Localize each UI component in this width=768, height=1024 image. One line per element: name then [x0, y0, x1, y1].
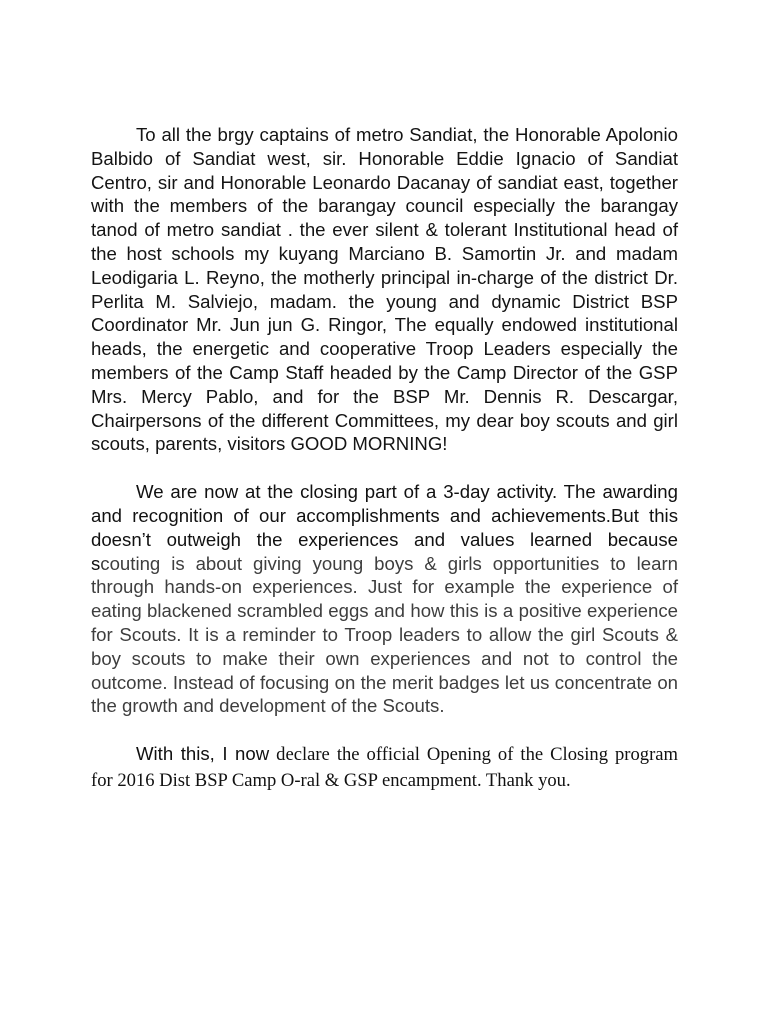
declaration-lead: With this, I now	[136, 743, 270, 765]
declaration-body: declare the official Opening of the Closing program for 2016 Dist BSP Camp O-ral & GSP encampment. Thank you.	[91, 744, 678, 791]
declaration-paragraph	[91, 742, 678, 793]
greeting-paragraph: To all the brgy captains of metro Sandiat, the Honorable Apolonio Balbido of Sandiat west, sir. Honorable Eddie Ignacio of Sandiat Centro, sir and Honorable Leonardo Dacanay of sandiat east, together with the members of the barangay council especially the barangay tanod of metro sandiat . the ever silent & tolerant Institutional head of the host schools my kuyang Marciano B. Samortin Jr. and madam Leodigaria L. Reyno, the motherly principal in-charge of the district Dr. Perlita M. Salviejo, madam. the young and dynamic District BSP Coordinator Mr. Jun jun G. Ringor, The equally endowed institutional heads, the energetic and cooperative Troop Leaders especially the members of the Camp Staff headed by the Camp Director of the GSP Mrs. Mercy Pablo, and for the BSP Mr. Dennis R. Descargar, Chairpersons of the different Committees, my dear boy scouts and girl scouts, parents, visitors GOOD MORNING!	[91, 124, 678, 455]
paragraph2-intro: We are now at the closing part of a 3-day activity. The awarding and recognition of our accomplishments and achievements.	[91, 481, 678, 526]
letter-page	[91, 123, 678, 793]
closing-activity-paragraph	[91, 480, 678, 718]
paragraph2-body: couting is about giving young boys & girls opportunities to learn through hands-on experiences. Just for example the experience of eating blackened scrambled eggs and how this is a positive experience for Scouts. It is a reminder to Troop leaders to allow the girl Scouts & boy scouts to make their own experiences and not to control the outcome. Instead of focusing on the merit badges let us concentrate on the growth and development of the Scouts.	[91, 552, 678, 717]
paragraph2-emphasis: But this doesn’t outweigh the experiences and values learned because s	[91, 504, 678, 574]
